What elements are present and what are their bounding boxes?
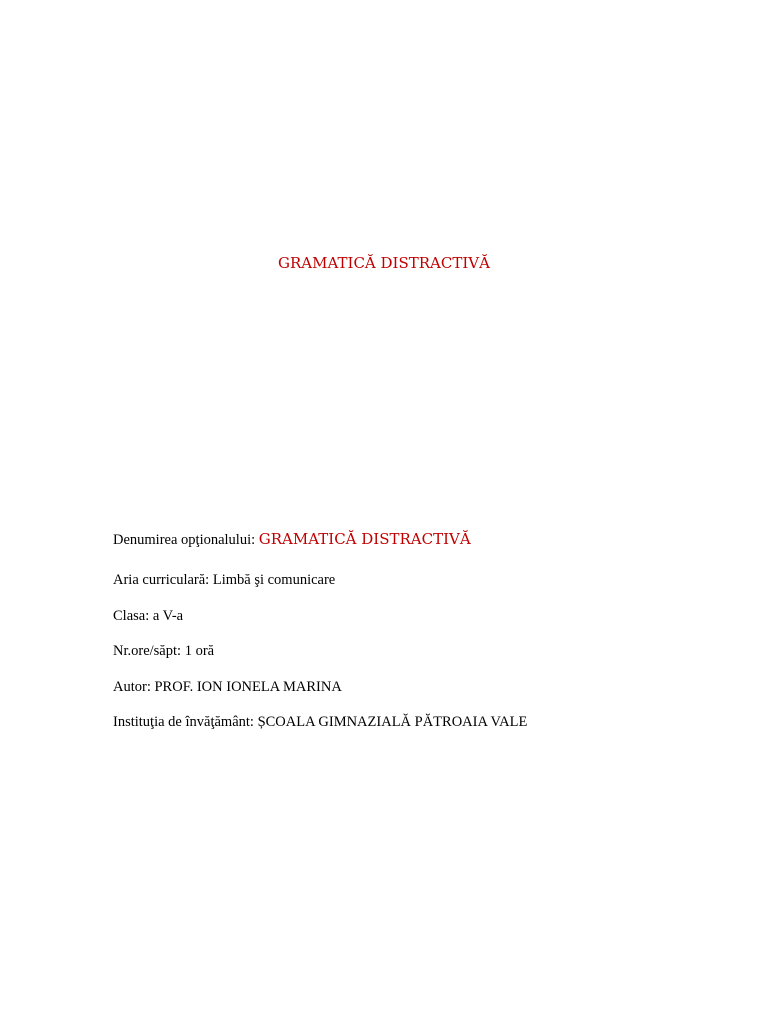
class-label: Clasa: — [113, 608, 153, 624]
course-name-label: Denumirea opţionalului: — [113, 532, 259, 548]
class-value: a V-a — [152, 608, 184, 624]
curricular-area-label: Aria curriculară: — [113, 572, 213, 588]
institution-value: ȘCOALA GIMNAZIALĂ PĂTROAIA VALE — [257, 714, 528, 730]
course-name-value: GRAMATICĂ DISTRACTIVĂ — [258, 530, 471, 548]
author-label: Autor: — [113, 679, 155, 695]
page-title: GRAMATICĂ DISTRACTIVĂ — [278, 254, 490, 272]
hours-per-week-line — [113, 642, 214, 660]
curricular-area-line — [113, 571, 335, 589]
hours-per-week-value: 1 oră — [184, 643, 215, 659]
hours-per-week-label: Nr.ore/săpt: — [113, 643, 185, 659]
course-name-line — [113, 530, 471, 549]
author-line — [113, 678, 342, 696]
institution-label: Instituţia de învăţământ: — [113, 714, 258, 730]
curricular-area-value: Limbă şi comunicare — [212, 572, 336, 588]
class-line — [113, 607, 183, 625]
institution-line — [113, 713, 527, 731]
author-value: PROF. ION IONELA MARINA — [154, 679, 342, 695]
